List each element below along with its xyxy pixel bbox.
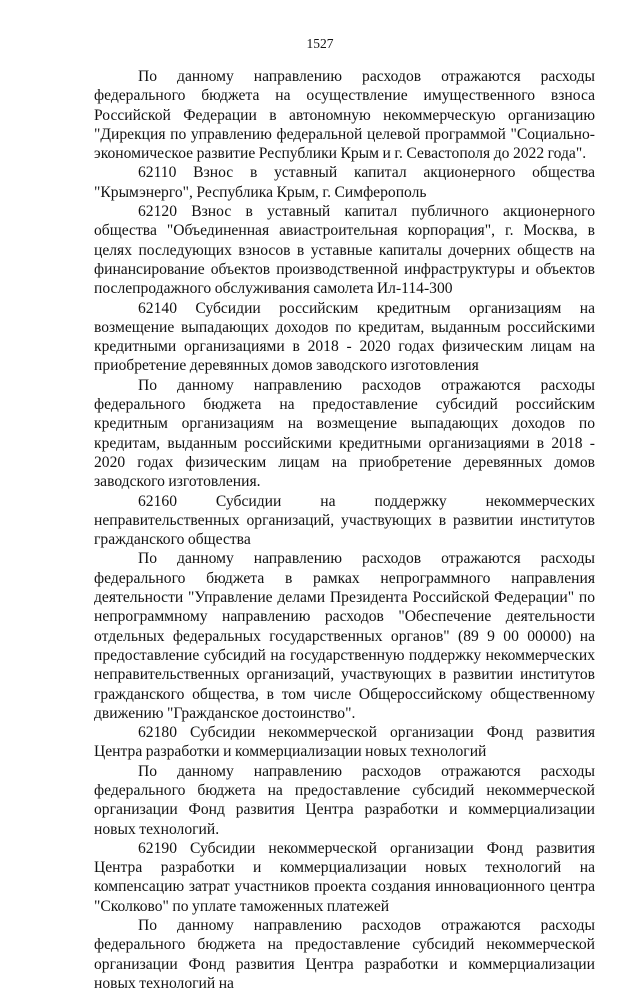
paragraph-62180: 62180 Субсидии некоммерческой организации Фонд развития Центра разработки и коммерциализации новых технологий — [94, 724, 595, 761]
paragraph-62160-description: По данному направлению расходов отражаются расходы федерального бюджета в рамках непрограммного направления деятельности "Управление делами Президента Российской Федерации" по непрограммному направлению расходов "Обеспечение деятельности отдельных федеральных государственных органов" (89 9 00 00000) на предоставление субсидий на государственную поддержку некоммерческих неправительственных организаций, участвующих в развитии институтов гражданского общества, в том числе Общероссийскому общественному движению "Гражданское достоинство". — [94, 550, 595, 722]
paragraph-62120: 62120 Взнос в уставный капитал публичного акционерного общества "Объединенная авиастроительная корпорация", г. Москва, в целях последующих взносов в уставные капиталы дочерних обществ на финансирование объектов производственной инфраструктуры и объектов послепродажного обслуживания самолета Ил-114-300 — [94, 203, 595, 298]
paragraph-62110: 62110 Взнос в уставный капитал акционерного общества "Крымэнерго", Республика Крым, г. Симферополь — [94, 164, 595, 201]
paragraph-62190-description: По данному направлению расходов отражаются расходы федерального бюджета на предоставление субсидий некоммерческой организации Фонд развития Центра разработки и коммерциализации новых технологий на — [94, 917, 595, 992]
paragraph-62190: 62190 Субсидии некоммерческой организации Фонд развития Центра разработки и коммерциализации новых технологий на компенсацию затрат участников проекта создания инновационного центра "Сколково" по уплате таможенных платежей — [94, 839, 595, 915]
paragraph-intro-directorate: По данному направлению расходов отражаются расходы федерального бюджета на осуществление имущественного взноса Российской Федерации в автономную некоммерческую организацию "Дирекция по управлению федеральной целевой программой "Социально-экономическое развитие Республики Крым и г. Севастополя до 2022 года". — [94, 68, 595, 163]
paragraph-62140: 62140 Субсидии российским кредитным организациям на возмещение выпадающих доходов по кредитам, выданным российскими кредитными организациями в 2018 - 2020 годах физическим лицам на приобретение деревянных домов заводского изготовления — [94, 299, 595, 375]
page-number: 1527 — [306, 36, 334, 51]
paragraph-62180-description: По данному направлению расходов отражаются расходы федерального бюджета на предоставление субсидий некоммерческой организации Фонд развития Центра разработки и коммерциализации новых технологий. — [94, 762, 595, 838]
paragraph-62140-description: По данному направлению расходов отражаются расходы федерального бюджета на предоставление субсидий российским кредитным организациям на возмещение выпадающих доходов по кредитам, выданным российскими кредитными организациями в 2018 - 2020 годах физическим лицам на приобретение деревянных домов заводского изготовления. — [94, 376, 595, 491]
paragraph-62160: 62160 Субсидии на поддержку некоммерческих неправительственных организаций, участвующих в развитии институтов гражданского общества — [94, 492, 595, 549]
document-body — [94, 67, 595, 993]
